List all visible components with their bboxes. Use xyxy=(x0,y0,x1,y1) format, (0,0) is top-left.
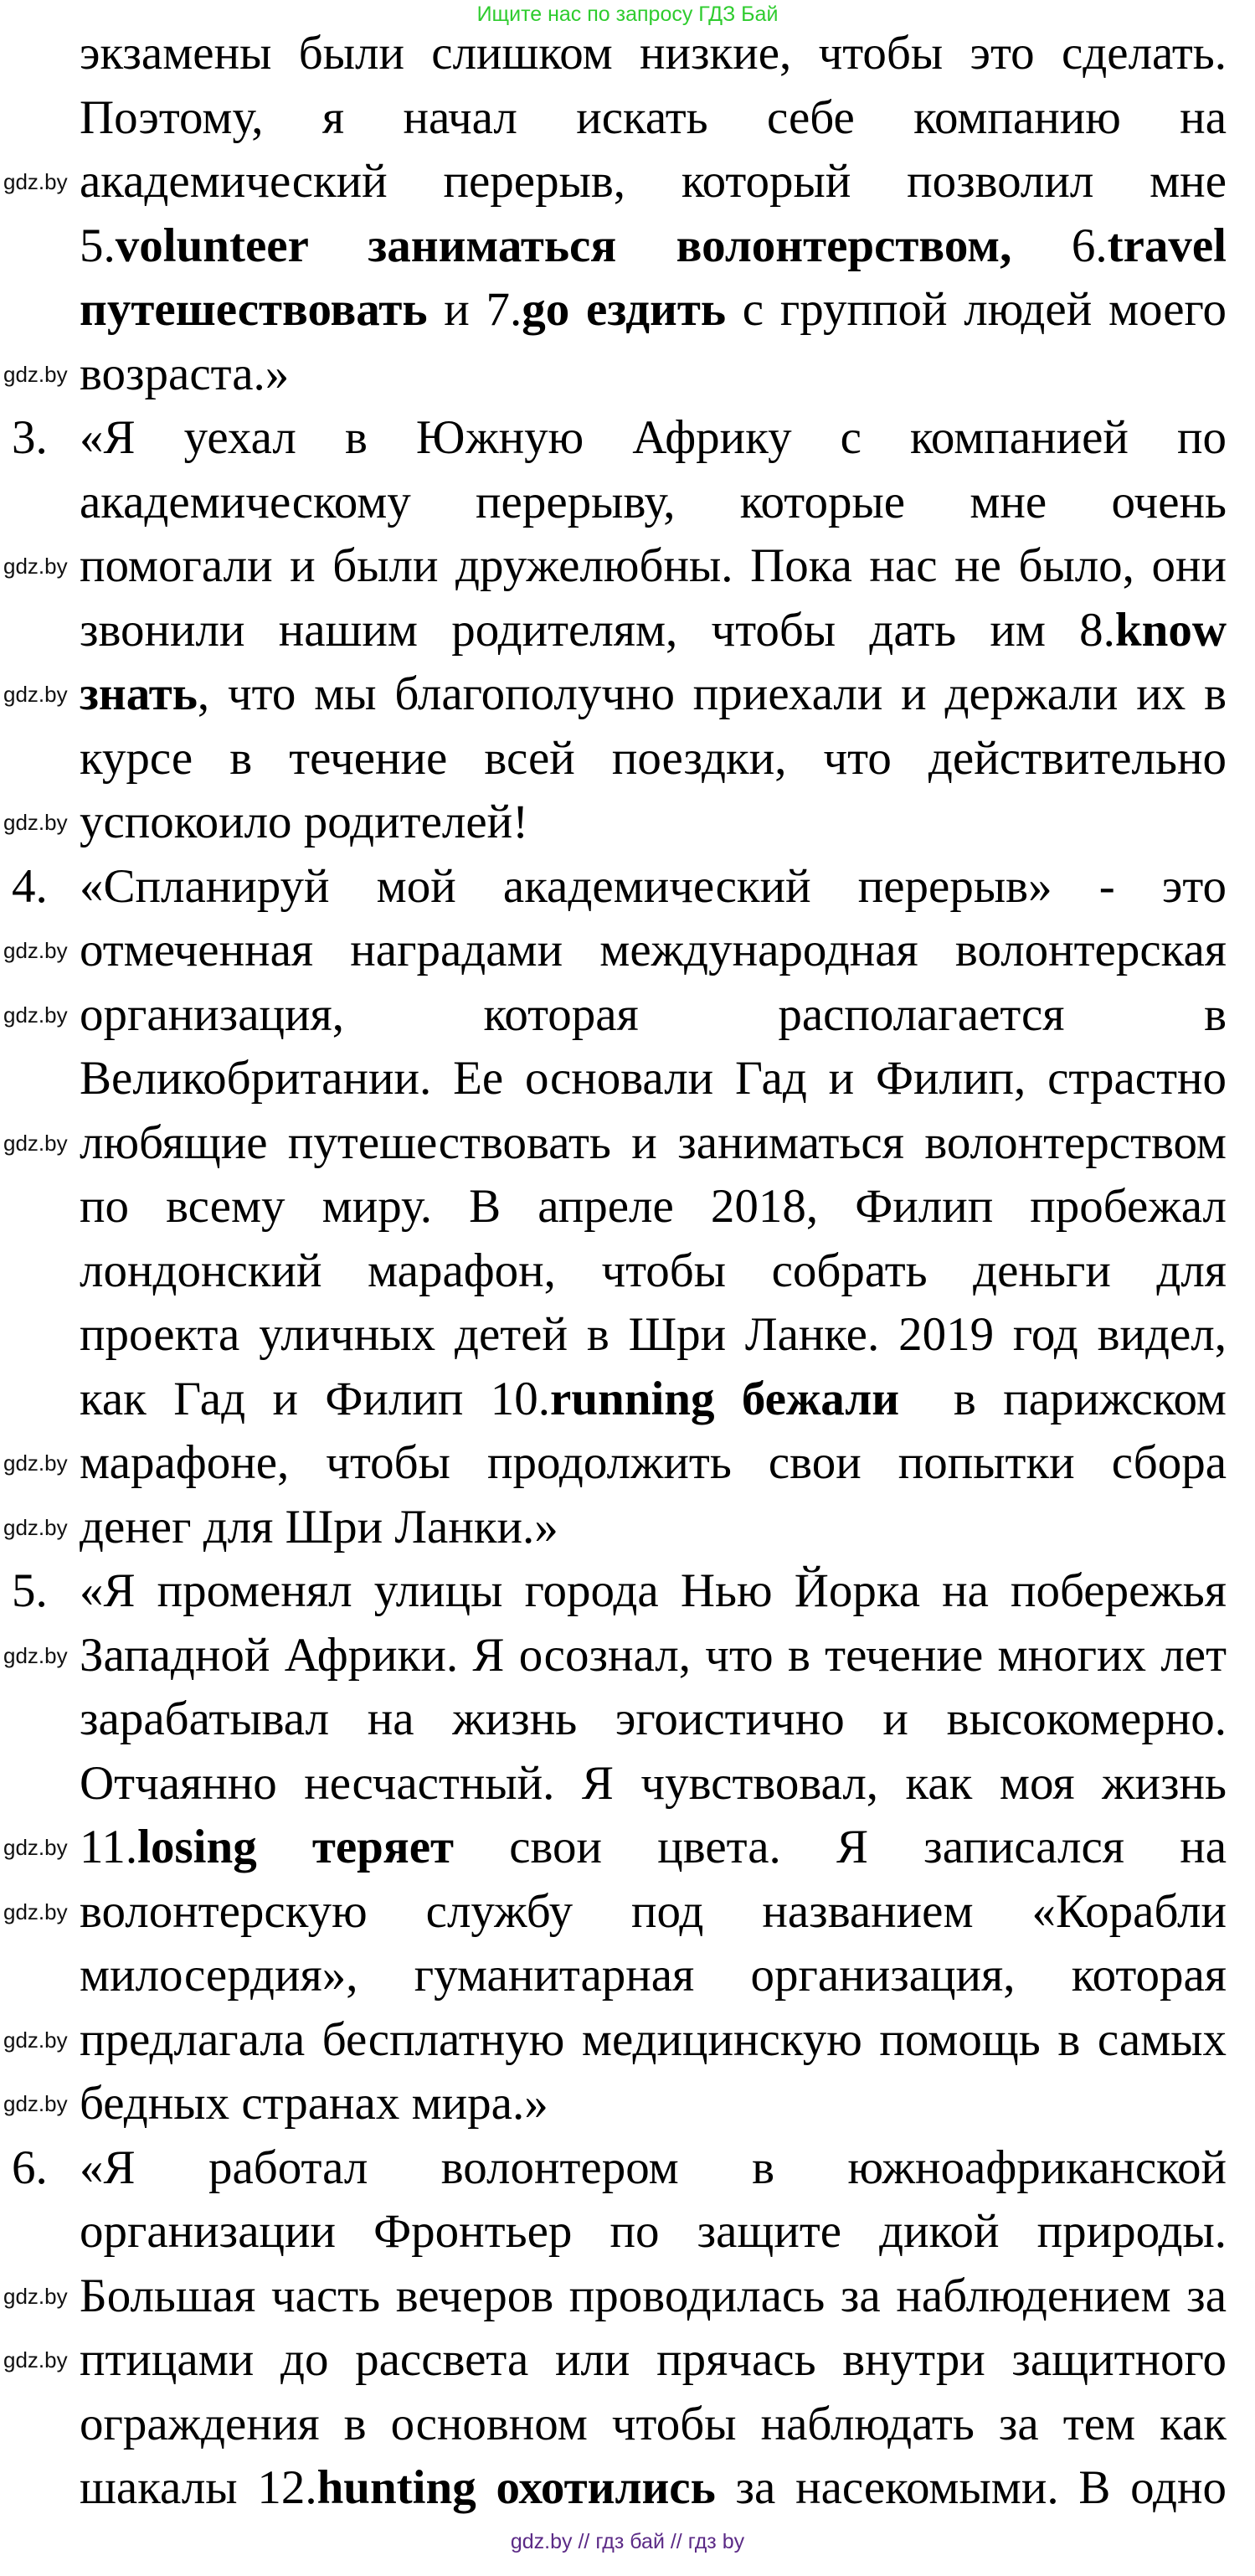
watermark: gdz.by xyxy=(3,1514,68,1540)
line-text xyxy=(80,2264,1227,2329)
text-line xyxy=(0,214,1255,279)
text-segment: за насекомыми. В одно xyxy=(715,2461,1227,2514)
answer-highlight: losing теряет xyxy=(137,1821,455,1873)
line-text xyxy=(80,86,1227,151)
text-line xyxy=(0,1624,1255,1688)
text-segment: , что мы благополучно приехали и держали их в xyxy=(197,667,1227,720)
text-segment: курсе в течение всей поездки, что действительно xyxy=(80,731,1227,785)
text-segment: в парижском xyxy=(899,1372,1227,1425)
watermark: gdz.by xyxy=(3,2347,68,2373)
text-line xyxy=(0,471,1255,535)
line-text xyxy=(80,278,1227,343)
text-line xyxy=(0,343,1255,407)
text-segment: «Я уехал в Южную Африку с компанией по xyxy=(80,411,1227,464)
text-segment: Поэтому, я начал искать себе компанию на xyxy=(80,90,1227,144)
text-line xyxy=(0,2200,1255,2264)
text-line xyxy=(0,2136,1255,2201)
line-text xyxy=(80,1624,1227,1688)
text-line xyxy=(0,406,1255,471)
text-segment: 5. xyxy=(80,219,116,272)
text-segment: лондонский марафон, чтобы собрать деньги для xyxy=(80,1244,1227,1297)
text-line xyxy=(0,86,1255,151)
answer-highlight: travel xyxy=(1107,219,1227,272)
text-segment: «Я променял улицы города Нью Йорка на побережья xyxy=(80,1564,1227,1617)
text-line xyxy=(0,1368,1255,1432)
line-text xyxy=(80,983,1227,1048)
line-text xyxy=(80,22,1227,86)
text-line xyxy=(0,599,1255,663)
text-segment: возраста.» xyxy=(80,347,290,400)
watermark: gdz.by xyxy=(3,1002,68,1028)
footer-watermark: gdz.by // гдз бай // гдз by xyxy=(510,2530,745,2553)
line-text xyxy=(80,534,1227,599)
line-text xyxy=(80,1111,1227,1176)
text-segment: организации Фронтьер по защите дикой природы. xyxy=(80,2205,1227,2258)
text-segment: птицами до рассвета или прячась внутри защитного xyxy=(80,2333,1227,2386)
line-text xyxy=(80,727,1227,791)
text-segment: любящие путешествовать и заниматься волонтерством xyxy=(80,1115,1227,1169)
text-segment: свои цвета. Я записался на xyxy=(454,1821,1227,1873)
search-hint-banner: Ищите нас по запросу ГДЗ Бай xyxy=(476,3,779,26)
watermark: gdz.by xyxy=(3,2091,68,2117)
line-text xyxy=(80,1368,1227,1432)
line-text xyxy=(80,1239,1227,1304)
text-line xyxy=(0,2008,1255,2073)
line-text xyxy=(80,2328,1227,2393)
text-line xyxy=(0,1175,1255,1239)
answer-highlight: hunting охотились xyxy=(316,2461,716,2514)
line-text xyxy=(80,1431,1227,1496)
text-line xyxy=(0,1303,1255,1368)
text-line xyxy=(0,2328,1255,2393)
item-number: 6. xyxy=(12,2141,48,2194)
text-segment: Большая часть вечеров проводилась за наблюдением за xyxy=(80,2269,1227,2322)
line-text xyxy=(80,406,1227,471)
line-text xyxy=(80,150,1227,214)
line-text xyxy=(80,1496,558,1560)
text-segment: денег для Шри Ланки.» xyxy=(80,1500,558,1553)
text-line xyxy=(0,2393,1255,2457)
text-segment: шакалы 12. xyxy=(80,2461,317,2514)
text-line xyxy=(0,2072,1255,2136)
text-line xyxy=(0,855,1255,920)
line-text xyxy=(80,1752,1227,1816)
line-text xyxy=(80,214,1227,279)
text-line xyxy=(0,662,1255,727)
text-segment: 6. xyxy=(1011,219,1108,272)
answer-highlight: знать xyxy=(80,667,198,720)
text-line xyxy=(0,1239,1255,1304)
text-segment: академическому перерыву, которые мне очень xyxy=(80,475,1227,528)
line-text xyxy=(80,1687,1227,1752)
text-line xyxy=(0,791,1255,855)
text-segment: бедных странах мира.» xyxy=(80,2077,548,2130)
answer-highlight: volunteer заниматься волонтерством, xyxy=(115,219,1012,272)
text-segment: организация, которая располагается в xyxy=(80,987,1227,1041)
watermark: gdz.by xyxy=(3,554,68,580)
answer-highlight: go ездить xyxy=(522,283,727,336)
line-text xyxy=(80,919,1227,983)
watermark: gdz.by xyxy=(3,938,68,964)
text-line xyxy=(0,1816,1255,1880)
text-line xyxy=(0,1047,1255,1111)
line-text xyxy=(80,791,528,855)
text-segment: ограждения в основном чтобы наблюдать за тем как xyxy=(80,2397,1227,2450)
line-text xyxy=(80,471,1227,535)
text-segment: звонили нашим родителям, чтобы дать им 8. xyxy=(80,603,1115,657)
item-number: 4. xyxy=(12,859,48,913)
text-segment: академический перерыв, который позволил мне xyxy=(80,155,1227,208)
text-segment: «Я работал волонтером в южноафриканской xyxy=(80,2141,1227,2194)
line-text xyxy=(80,1944,1227,2008)
text-segment: «Спланируй мой академический перерыв» - это xyxy=(80,859,1227,913)
text-line xyxy=(0,1880,1255,1945)
text-line xyxy=(0,2456,1255,2521)
item-number: 3. xyxy=(12,411,48,464)
text-segment: помогали и были дружелюбны. Пока нас не было, они xyxy=(80,539,1227,592)
watermark: gdz.by xyxy=(3,1835,68,1861)
text-segment: зарабатывал на жизнь эгоистично и высокомерно. xyxy=(80,1692,1227,1745)
line-text xyxy=(80,2136,1227,2201)
watermark: gdz.by xyxy=(3,1642,68,1668)
line-text xyxy=(80,343,289,407)
text-segment: как Гад и Филип 10. xyxy=(80,1372,551,1425)
watermark: gdz.by xyxy=(3,1899,68,1924)
text-segment: марафоне, чтобы продолжить свои попытки сбора xyxy=(80,1436,1227,1489)
watermark: gdz.by xyxy=(3,1450,68,1476)
watermark: gdz.by xyxy=(3,810,68,836)
line-text xyxy=(80,2200,1227,2264)
text-segment: отмеченная наградами международная волонтерская xyxy=(80,924,1227,976)
document-text xyxy=(0,22,1255,2521)
text-segment: экзамены были слишком низкие, чтобы это сделать. xyxy=(80,27,1227,80)
text-line xyxy=(0,22,1255,86)
line-text xyxy=(80,2008,1227,2073)
text-segment: Отчаянно несчастный. Я чувствовал, как моя жизнь xyxy=(80,1756,1227,1810)
line-text xyxy=(80,855,1227,920)
text-segment: волонтерскую службу под названием «Корабли xyxy=(80,1884,1227,1938)
item-number: 5. xyxy=(12,1564,48,1617)
text-segment: проекта уличных детей в Шри Ланке. 2019 год видел, xyxy=(80,1308,1227,1361)
line-text xyxy=(80,1303,1227,1368)
text-line xyxy=(0,983,1255,1048)
text-line xyxy=(0,2264,1255,2329)
text-line xyxy=(0,727,1255,791)
text-line xyxy=(0,534,1255,599)
watermark: gdz.by xyxy=(3,2283,68,2309)
text-segment: милосердия», гуманитарная организация, которая xyxy=(80,1949,1227,2002)
answer-highlight: путешествовать xyxy=(80,283,428,336)
text-line xyxy=(0,150,1255,214)
watermark: gdz.by xyxy=(3,1130,68,1156)
line-text xyxy=(80,662,1227,727)
line-text xyxy=(80,599,1227,663)
line-text xyxy=(80,2393,1227,2457)
text-line xyxy=(0,1687,1255,1752)
text-segment: Западной Африки. Я осознал, что в течение многих лет xyxy=(80,1628,1227,1682)
text-segment: Великобритании. Ее основали Гад и Филип, страстно xyxy=(80,1052,1227,1105)
line-text xyxy=(80,1047,1227,1111)
text-line xyxy=(0,1559,1255,1624)
answer-highlight: know xyxy=(1114,603,1227,657)
watermark: gdz.by xyxy=(3,169,68,195)
line-text xyxy=(80,2072,548,2136)
line-text xyxy=(80,1880,1227,1945)
text-segment: и 7. xyxy=(427,283,522,336)
text-line xyxy=(0,1752,1255,1816)
text-segment: с группой людей моего xyxy=(726,283,1227,336)
text-line xyxy=(0,1944,1255,2008)
text-line xyxy=(0,919,1255,983)
line-text xyxy=(80,2456,1227,2521)
text-segment: по всему миру. В апреле 2018, Филип пробежал xyxy=(80,1180,1227,1233)
text-line xyxy=(0,278,1255,343)
watermark: gdz.by xyxy=(3,361,68,387)
text-segment: 11. xyxy=(80,1821,138,1873)
watermark: gdz.by xyxy=(3,682,68,708)
answer-highlight: running бежали xyxy=(550,1372,900,1425)
line-text xyxy=(80,1175,1227,1239)
text-segment: предлагала бесплатную медицинскую помощь в самых xyxy=(80,2012,1227,2066)
text-line xyxy=(0,1431,1255,1496)
watermark: gdz.by xyxy=(3,2027,68,2053)
text-segment: успокоило родителей! xyxy=(80,796,529,848)
line-text xyxy=(80,1816,1227,1880)
text-line xyxy=(0,1496,1255,1560)
line-text xyxy=(80,1559,1227,1624)
text-line xyxy=(0,1111,1255,1176)
